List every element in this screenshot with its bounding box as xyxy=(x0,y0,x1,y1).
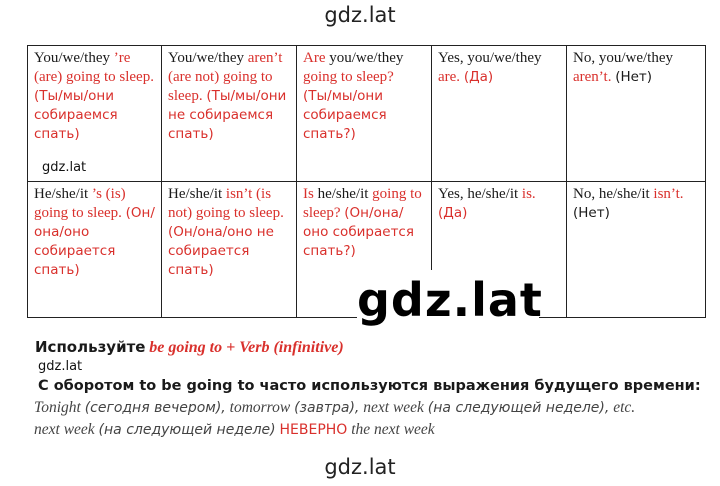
example-en: the next week xyxy=(351,421,435,438)
table-row xyxy=(28,46,706,182)
pronoun-text: No, he/she/it xyxy=(573,186,650,202)
verb-text: going to sleep? xyxy=(303,69,394,85)
translation-text: (Он/она/оно собирается спать?) xyxy=(303,205,414,259)
translation-text: (Да) xyxy=(438,205,468,221)
cell-negative-singular xyxy=(162,182,297,318)
examples-line-2 xyxy=(34,421,435,439)
pronoun-text: He/she/it xyxy=(168,186,223,202)
translation-text: (Он/она/оно не собирается спать) xyxy=(168,224,274,278)
pronoun-text: You/we/they xyxy=(34,50,110,66)
rule-label: Используйте xyxy=(35,338,146,356)
pronoun-text: He/she/it xyxy=(34,186,89,202)
examples-line-1 xyxy=(34,399,635,417)
verb-text: aren’t. xyxy=(573,69,612,85)
verb-text: are. xyxy=(438,69,461,85)
rule-formula: be going to + Verb (infinitive) xyxy=(149,339,344,356)
example-ru: (завтра), xyxy=(294,400,360,416)
cell-short-yes-plural xyxy=(432,46,567,182)
example-ru: (сегодня вечером), xyxy=(84,400,226,416)
wrong-label: НЕВЕРНО xyxy=(279,422,348,438)
cell-question-plural xyxy=(297,46,432,182)
cell-negative-plural xyxy=(162,46,297,182)
translation-text: (Ты/мы/они собираемся спать) xyxy=(34,88,118,142)
example-en: next week xyxy=(363,399,424,416)
verb-text: isn’t. xyxy=(653,186,684,202)
question-word: Are xyxy=(303,50,326,66)
verb-contraction: ’s xyxy=(91,186,102,202)
translation-text: (Да) xyxy=(463,69,494,85)
verb-text: aren’t (are not) going to sleep. xyxy=(168,50,283,104)
watermark-bottom: gdz.lat xyxy=(324,455,396,479)
watermark-top: gdz.lat xyxy=(324,3,396,27)
translation-text: (Нет) xyxy=(573,205,610,221)
question-word: Is xyxy=(303,186,314,202)
verb-text: ’re (are) going to sleep. xyxy=(34,50,154,85)
verb-text: isn’t (is not) going to sleep. xyxy=(168,186,284,221)
usage-rule xyxy=(35,338,344,357)
translation-text: (Ты/мы/они собираемся спать?) xyxy=(303,88,387,142)
translation-text: (Он/она/оно собирается спать) xyxy=(34,205,155,278)
translation-text: (Нет) xyxy=(615,69,653,85)
example-en: next week xyxy=(34,421,95,438)
watermark-cell: gdz.lat xyxy=(42,160,87,175)
example-en: Tonight xyxy=(34,399,81,416)
pronoun-text: he/she/it xyxy=(317,186,369,202)
cell-short-no-plural xyxy=(567,46,706,182)
example-ru: (на следующей неделе), xyxy=(427,400,610,416)
verb-text: going to sleep? xyxy=(303,186,422,221)
pronoun-text: No, you/we/they xyxy=(573,50,673,66)
example-en: tomorrow xyxy=(229,399,291,416)
example-etc: etc. xyxy=(613,399,636,416)
pronoun-text: you/we/they xyxy=(329,50,404,66)
pronoun-text: You/we/they xyxy=(168,50,244,66)
verb-text: is. xyxy=(521,186,536,202)
pronoun-text: Yes, you/we/they xyxy=(438,50,542,66)
note-text: С оборотом to be going to часто используются выражения будущего времени: xyxy=(38,378,701,394)
watermark-big: gdz.lat xyxy=(357,270,539,330)
watermark-below-rule: gdz.lat xyxy=(38,359,83,374)
translation-text: (Ты/мы/они не собираемся спать) xyxy=(168,88,287,142)
cell-affirmative-singular xyxy=(28,182,162,318)
pronoun-text: Yes, he/she/it xyxy=(438,186,519,202)
verb-text: (is) going to sleep. xyxy=(34,186,126,221)
cell-short-no-singular xyxy=(567,182,706,318)
example-ru: (на следующей неделе) xyxy=(98,422,276,438)
